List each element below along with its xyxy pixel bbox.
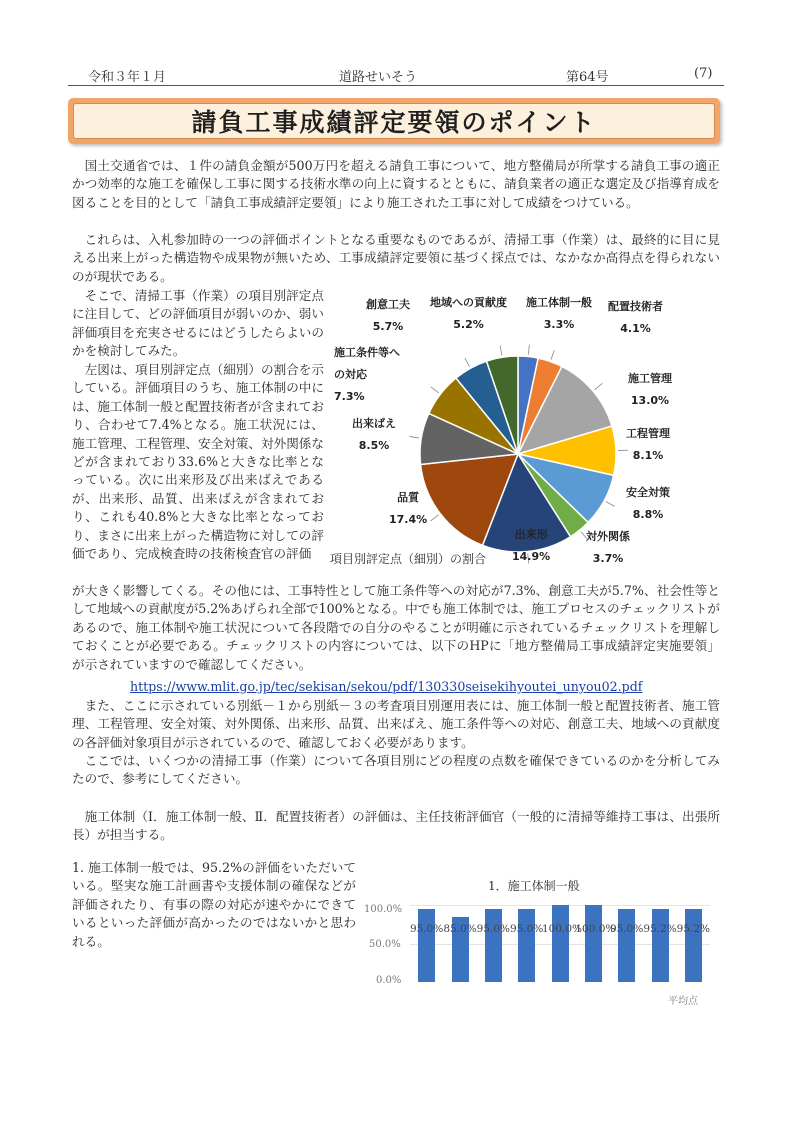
title-banner — [68, 98, 720, 144]
paragraph-appendix: また、ここに示されている別紙－１から別紙－３の考査項目別運用表には、施工体制一般と配置技術者、施工管理、工程管理、安全対策、対外関係、出来形、品質、出来ばえ、施工条件等への対応、創意工夫、地域への貢献度の各評価対象項目が示されているので、確認しておく必要があります。 — [72, 698, 720, 750]
paragraph-focus: そこで、清掃工事（作業）の項目別評定点に注目して、どの評価項目が弱いのか、弱い評価項目を充実させるにはどうしたらよいのかを検討してみた。 — [72, 288, 324, 359]
bar-chart-title: 1．施工体制一般 — [488, 879, 580, 893]
bar-4 — [518, 909, 535, 982]
bar-5 — [552, 905, 569, 982]
bar-value-label: 95.0% — [476, 923, 510, 936]
bar-8 — [652, 909, 669, 982]
bar-ytick-0: 0.0% — [376, 975, 402, 986]
pie-label-安全対策: 安全対策 8.8% — [626, 486, 670, 521]
bar-ytick-50: 50.0% — [369, 939, 401, 950]
bar-value-label: 100.0% — [575, 923, 616, 936]
pie-label-施工条件等への対応: 施工条件等へ の対応 7.3% — [334, 346, 400, 403]
pie-leader-line — [465, 358, 470, 367]
bar-9 — [685, 909, 702, 982]
bar-value-label: 95.0% — [409, 923, 444, 936]
pie-caption: 項目別評定点（細別）の割合 — [330, 552, 487, 566]
bar-3 — [485, 909, 502, 982]
bar-value-label: 95.0% — [609, 923, 644, 936]
pie-leader-line — [409, 436, 419, 438]
pie-label-施工体制一般: 施工体制一般 3.3% — [526, 296, 592, 331]
bar-chart — [410, 890, 710, 982]
bar-xlabel: 平均点 — [668, 996, 698, 1007]
paragraph-analysis: ここでは、いくつかの清掃工事（作業）について各項目別にどの程度の点数を確保できているのかを分析してみたので、参考にしてください。 — [72, 753, 720, 787]
header-issue: 第64号 — [566, 70, 609, 85]
bar-6 — [585, 905, 602, 982]
pie-leader-line — [595, 383, 603, 389]
pie-leader-line — [431, 515, 439, 521]
paragraph-intro: 国土交通省では、１件の請負金額が500万円を超える請負工事について、地方整備局が所掌する請負工事の適正かつ効率的な施工を確保し工事に関する技術水準の向上に資するとともに、請負業者の適正な選定及び指導育成を図ることを目的として「請負工事成績評定要領」により施工された工事に対して成績をつけている。 — [72, 158, 720, 210]
pie-leader-line — [606, 502, 615, 507]
pie-leader-line — [500, 345, 502, 355]
pie-leader-line — [551, 350, 554, 359]
pie-label-配置技術者: 配置技術者 4.1% — [608, 300, 663, 335]
pie-label-対外関係: 対外関係 3.7% — [586, 530, 630, 565]
bar-value-label: 95.0% — [509, 923, 544, 936]
pie-label-創意工夫: 創意工夫 5.7% — [366, 298, 410, 333]
bar-value-label: 85.0% — [443, 923, 477, 936]
paragraph-system-general: 1. 施工体制一般では、95.2%の評価をいただいている。堅実な施工計画書や支援体制の確保などが評価されたり、有事の際の対応が速やかにできているといった評価が高かったのではないかと思われる。 — [72, 860, 356, 949]
pie-label-品質: 品質 17.4% — [389, 491, 428, 526]
header-publication: 道路せいそう — [339, 70, 418, 85]
bar-value-label: 95.2% — [676, 923, 710, 936]
header-date: 令和３年１月 — [88, 70, 167, 85]
pie-label-地域への貢献度: 地域への貢献度 5.2% — [430, 296, 507, 331]
pie-leader-line — [528, 345, 529, 355]
pie-leader-line — [431, 387, 439, 393]
pie-label-出来形: 出来形 14.9% — [512, 528, 551, 563]
pie-label-出来ばえ: 出来ばえ 8.5% — [352, 417, 396, 452]
bar-ytick-100: 100.0% — [364, 904, 403, 915]
bar-value-label: 95.2% — [643, 923, 677, 936]
paragraph-current-state: これらは、入札参加時の一つの評価ポイントとなる重要なものであるが、清掃工事（作業）は、最終的に目に見える出来上がった構造物や成果物が無いため、工事成績評定要領に基づく採点では、なかなか高得点を得られないのが現状である。 — [72, 232, 720, 284]
header-divider — [68, 85, 724, 86]
pie-label-施工管理: 施工管理 13.0% — [628, 372, 672, 407]
header-page: (7) — [694, 66, 713, 81]
page-title: 請負工事成績評定要領のポイント — [191, 108, 597, 137]
reference-link[interactable]: https://www.mlit.go.jp/tec/sekisan/sekou/pdf/130330seisekihyoutei_unyou02.pdf — [130, 679, 643, 694]
paragraph-continuation: が大きく影響してくる。その他には、工事特性として施工条件等への対応が7.3%、創意工夫が5.7%、社会性等として地域への貢献度が5.2%あげられ全部で100%となる。中でも施工体制では、施工プロセスのチェックリストがあるので、施工体制や施工状況について各段階での自分のやることが明確に示されているチェックリストを理解しておくことが必要である。チェックリストの内容については、以下のHPに「地方整備局工事成績評定実施要領」が示されていますので確認してください。 — [72, 583, 720, 672]
paragraph-pie-explanation: 左図は、項目別評定点（細別）の割合を示している。評価項目のうち、施工体制の中には、施工体制一般と配置技術者が含まれており、合わせて7.4%となる。施工状況には、施工管理、工程管理、安全対策、対外関係などが含まれており33.6%と大きな比率となっている。次に出来形及び出来ばえであるが、出来形、品質、出来ばえが含まれており、これも40.8%と大きな比率となっており、まさに出来上がった構造物に対しての評価であり、完成検査時の技術検査官の評価 — [72, 362, 324, 562]
bar-value-label: 100.0% — [542, 923, 583, 936]
paragraph-construction-system: 施工体制（Ⅰ．施工体制一般、Ⅱ．配置技術者）の評価は、主任技術評価官（一般的に清掃等維持工事は、出張所長）が担当する。 — [72, 809, 720, 843]
pie-label-工程管理: 工程管理 8.1% — [626, 427, 670, 462]
bar-1 — [418, 909, 435, 982]
bar-7 — [618, 909, 635, 982]
